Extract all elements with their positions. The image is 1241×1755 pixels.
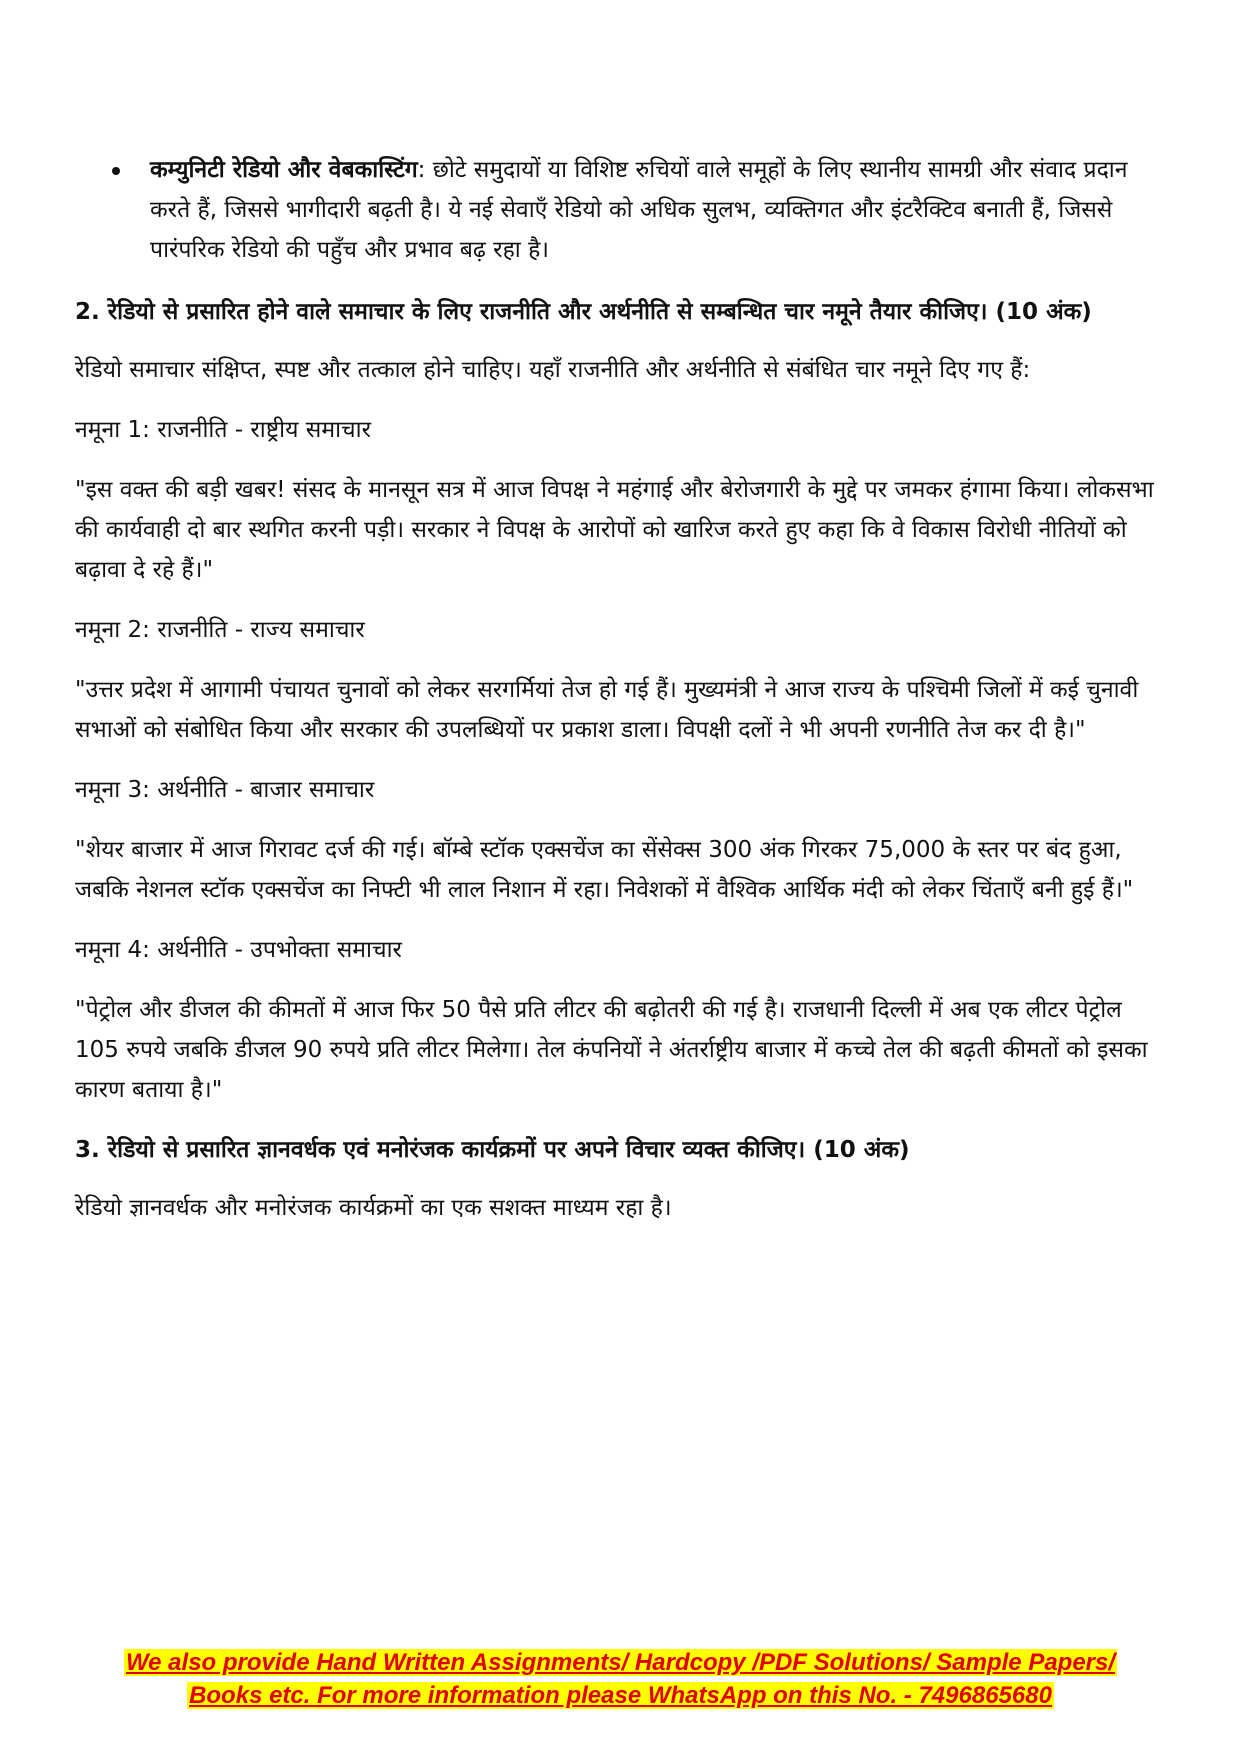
question-3-text: 3. रेडियो से प्रसारित ज्ञानवर्धक एवं मनोरंजक कार्यक्रमों पर अपने विचार व्यक्त कीजिए।: [75, 1137, 806, 1163]
bullet-icon: [112, 167, 120, 175]
sample-3-text: "शेयर बाजार में आज गिरावट दर्ज की गई। बॉम्बे स्टॉक एक्सचेंज का सेंसेक्स 300 अंक गिरकर 75,000 के स्तर पर बंद हुआ, जबकि नेशनल स्टॉक एक्सचेंज का निफ्टी भी लाल निशान में रहा। निवेशकों में वैश्विक आर्थिक मंदी को लेकर चिंताएँ बनी हुई हैं।": [75, 837, 1134, 903]
sample-1-text: "इस वक्त की बड़ी खबर! संसद के मानसून सत्र में आज विपक्ष ने महंगाई और बेरोजगारी के मुद्दे पर जमकर हंगामा किया। लोकसभा की कार्यवाही दो बार स्थगित करनी पड़ी। सरकार ने विपक्ष के आरोपों को खारिज करते हुए कहा कि वे विकास विरोधी नीतियों को बढ़ावा दे रहे हैं।": [75, 477, 1154, 583]
question-2: [75, 292, 1170, 332]
bullet-paragraph: [150, 150, 1170, 270]
sample-2-label: नमूना 2: राजनीति - राज्य समाचार: [75, 617, 365, 643]
bullet-text: : छोटे समुदायों या विशिष्ट रुचियों वाले समूहों के लिए स्थानीय सामग्री और संवाद प्रदान करते हैं, जिससे भागीदारी बढ़ती है। ये नई सेवाएँ रेडियो को अधिक सुलभ, व्यक्तिगत और इंटरैक्टिव बनाती हैं, जिससे पारंपरिक रेडियो की पहुँच और प्रभाव बढ़ रहा है।: [150, 157, 1128, 263]
question-2-marks: (10 अंक): [987, 299, 1092, 325]
bullet-title: कम्युनिटी रेडियो और वेबकास्टिंग: [150, 157, 418, 183]
question-3: [75, 1130, 1170, 1170]
question-3-marks: (10 अंक): [805, 1137, 910, 1163]
sample-2-text: "उत्तर प्रदेश में आगामी पंचायत चुनावों को लेकर सरगर्मियां तेज हो गई हैं। मुख्यमंत्री ने आज राज्य के पश्चिमी जिलों में कई चुनावी सभाओं को संबोधित किया और सरकार की उपलब्धियों पर प्रकाश डाला। विपक्षी दलों ने भी अपनी रणनीति तेज कर दी है।": [75, 677, 1139, 743]
document-body: [75, 150, 1170, 1248]
sample-1-label: नमूना 1: राजनीति - राष्ट्रीय समाचार: [75, 417, 372, 443]
sample-3-label: नमूना 3: अर्थनीति - बाजार समाचार: [75, 777, 375, 803]
question-3-answer: रेडियो ज्ञानवर्धक और मनोरंजक कार्यक्रमों का एक सशक्त माध्यम रहा है।: [75, 1195, 672, 1221]
sample-4-label: नमूना 4: अर्थनीति - उपभोक्ता समाचार: [75, 937, 402, 963]
bullet-item: [75, 150, 1170, 270]
sample-4-text: "पेट्रोल और डीजल की कीमतों में आज फिर 50 पैसे प्रति लीटर की बढ़ोतरी की गई है। राजधानी दिल्ली में अब एक लीटर पेट्रोल 105 रुपये जबकि डीजल 90 रुपये प्रति लीटर मिलेगा। तेल कंपनियों ने अंतर्राष्ट्रीय बाजार में कच्चे तेल की बढ़ती कीमतों को इसका कारण बताया है।": [75, 997, 1148, 1103]
intro-paragraph: रेडियो समाचार संक्षिप्त, स्पष्ट और तत्काल होने चाहिए। यहाँ राजनीति और अर्थनीति से संबंधित चार नमूने दिए गए हैं:: [75, 357, 1031, 383]
question-2-text: 2. रेडियो से प्रसारित होने वाले समाचार के लिए राजनीति और अर्थनीति से सम्बन्धित चार नमूने तैयार कीजिए।: [75, 299, 988, 325]
footer-line-2: Books etc. For more information please WhatsApp on this No. - 7496865680: [189, 1682, 1052, 1709]
footer-notice: [0, 1646, 1241, 1712]
footer-line-1: We also provide Hand Written Assignments/ Hardcopy /PDF Solutions/ Sample Papers/: [125, 1649, 1116, 1676]
